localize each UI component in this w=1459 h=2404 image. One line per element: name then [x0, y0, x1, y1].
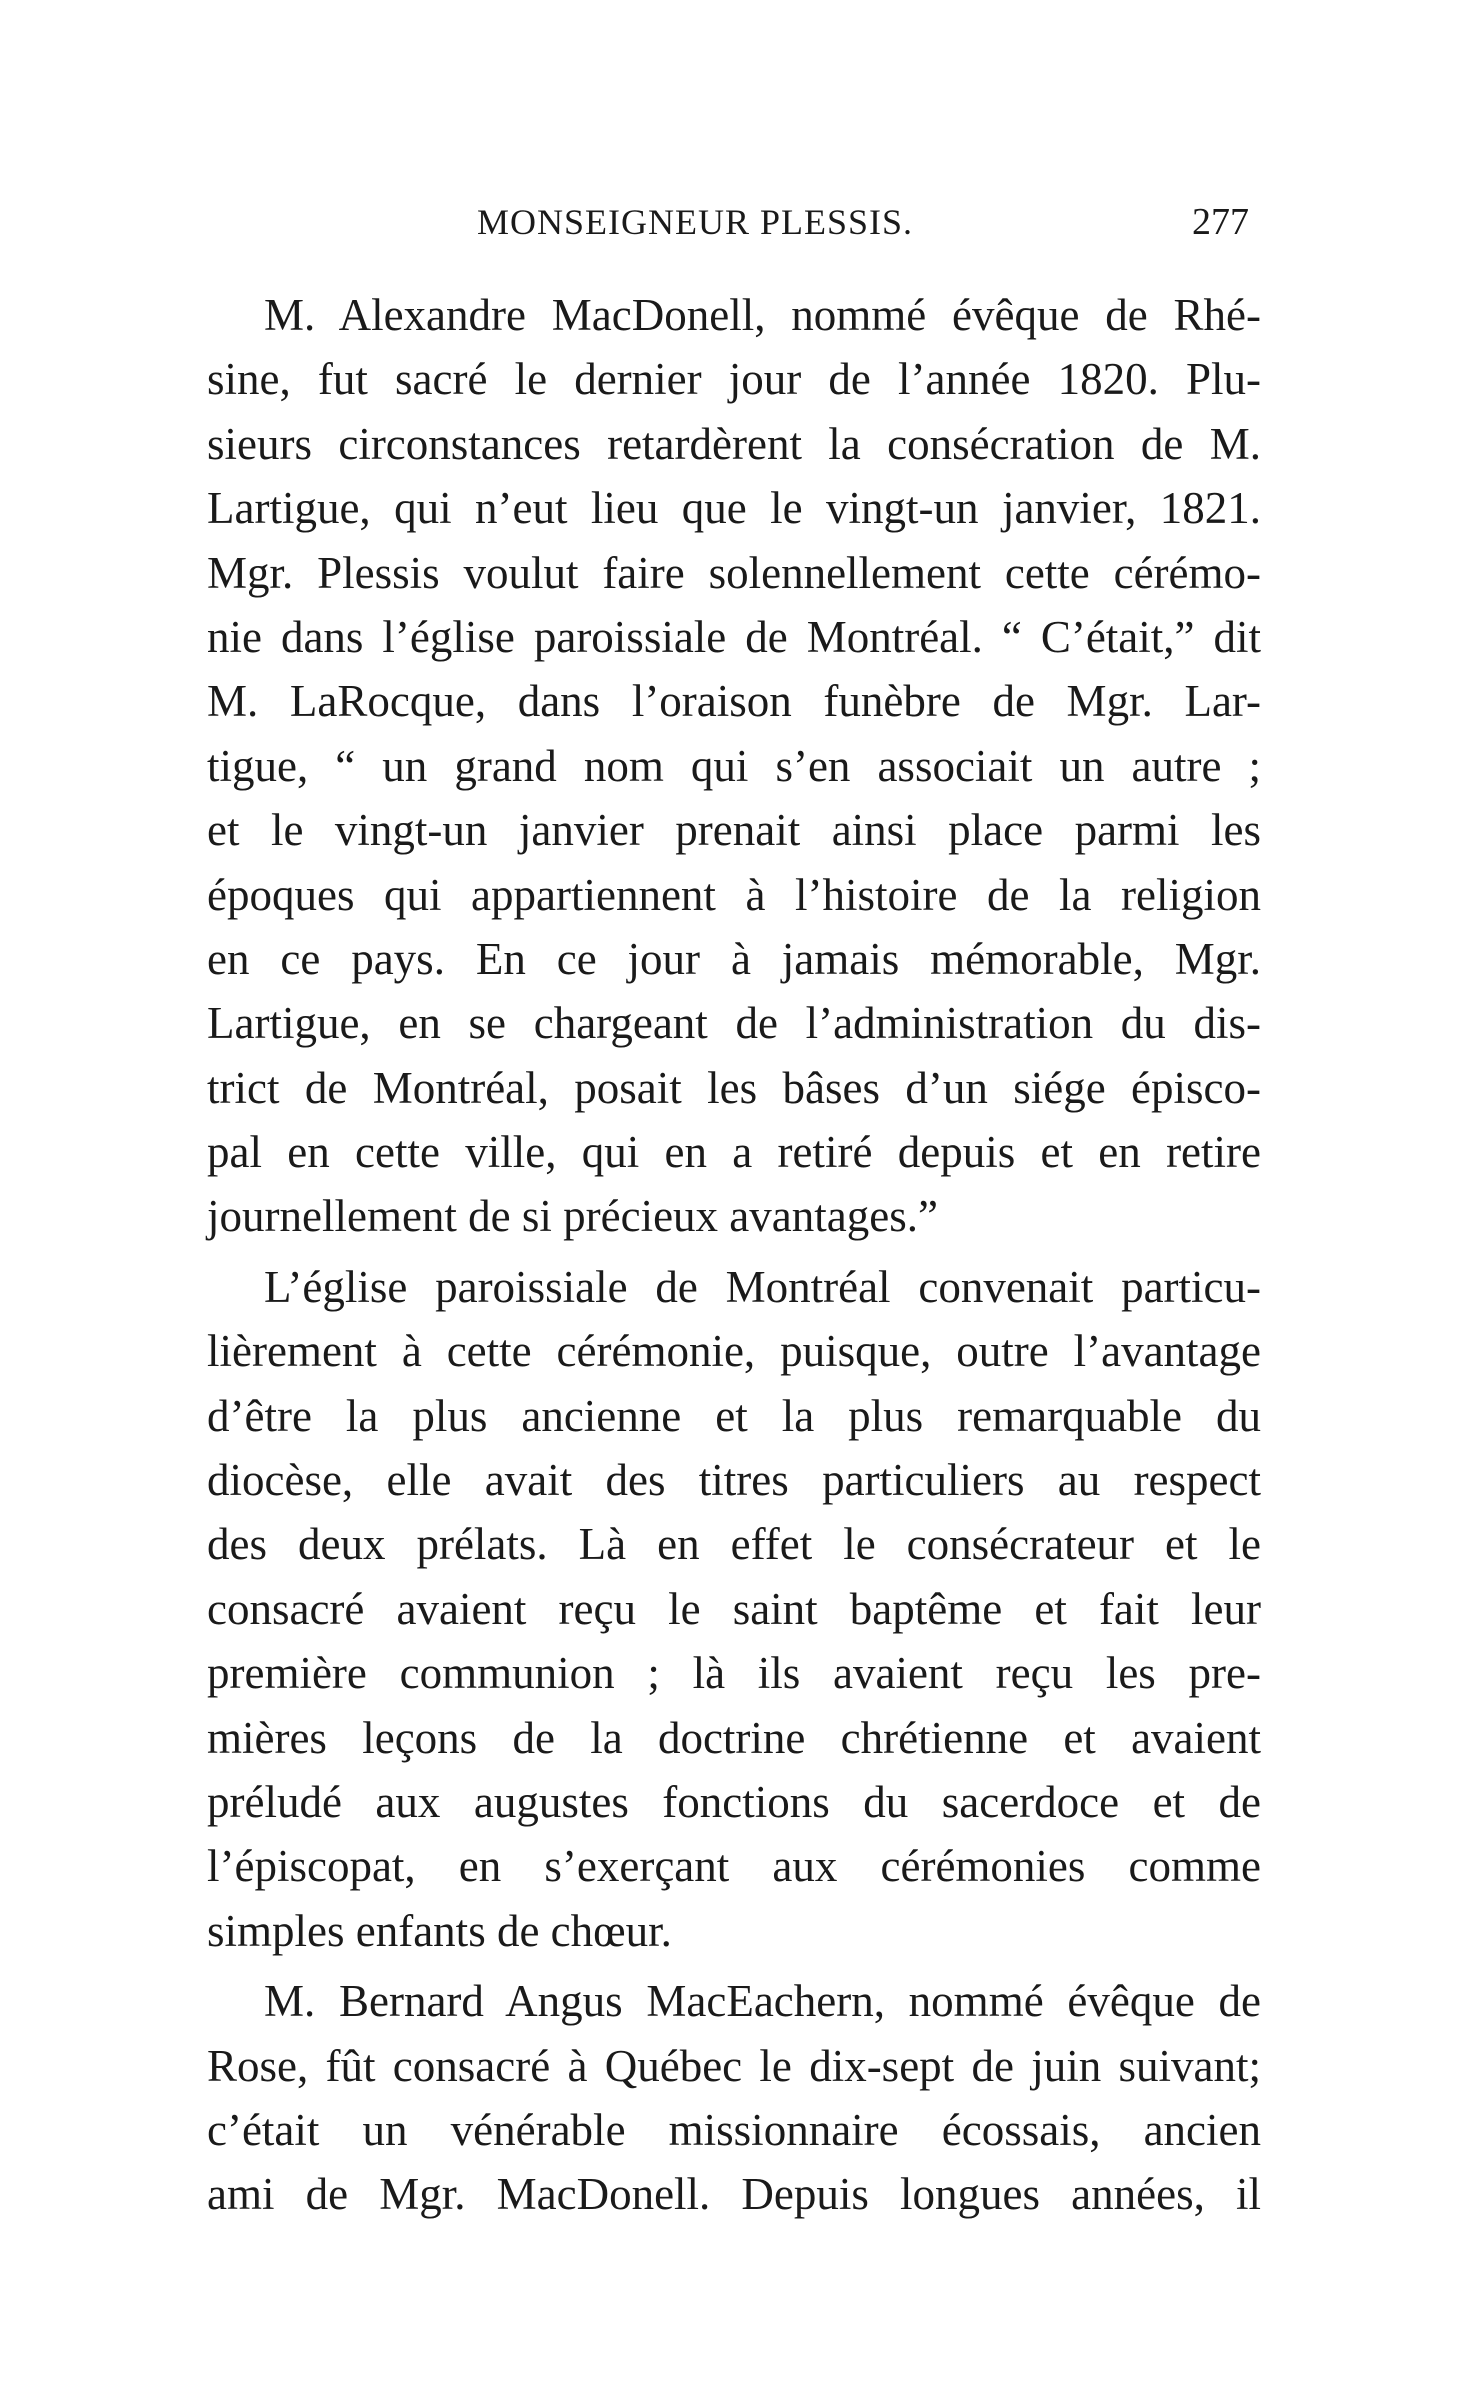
paragraph-2	[207, 1255, 1261, 1963]
text-line: c’était un vénérable missionnaire écossais, ancien	[207, 2104, 1261, 2155]
text-line: diocèse, elle avait des titres particuliers au respect	[207, 1455, 1261, 1506]
running-head	[207, 196, 1257, 248]
text-line: M. Bernard Angus MacEachern, nommé évêque de	[264, 1976, 1261, 2027]
text-line: sine, fut sacré le dernier jour de l’année 1820. Plu-	[207, 354, 1261, 405]
text-line: journellement de si précieux avantages.”	[207, 1191, 938, 1242]
text-line: en ce pays. En ce jour à jamais mémorable, Mgr.	[207, 933, 1261, 984]
paragraph-3	[207, 1969, 1261, 2227]
text-line: Lartigue, qui n’eut lieu que le vingt-un janvier, 1821.	[207, 483, 1261, 534]
text-line: Mgr. Plessis voulut faire solennellement cette cérémo-	[207, 547, 1261, 598]
text-line: simples enfants de chœur.	[207, 1905, 672, 1956]
text-line: d’être la plus ancienne et la plus remarquable du	[207, 1390, 1261, 1441]
text-line: époques qui appartiennent à l’histoire de la religion	[207, 869, 1261, 920]
text-line: nie dans l’église paroissiale de Montréal. “ C’était,” dit	[207, 611, 1261, 662]
text-line: Rose, fût consacré à Québec le dix-sept de juin suivant;	[207, 2040, 1261, 2091]
text-line: des deux prélats. Là en effet le consécrateur et le	[207, 1519, 1261, 1570]
text-line: sieurs circonstances retardèrent la consécration de M.	[207, 418, 1261, 469]
text-line: et le vingt-un janvier prenait ainsi place parmi les	[207, 805, 1261, 856]
body-text	[207, 283, 1261, 2227]
paragraph-1	[207, 283, 1261, 1249]
running-title: MONSEIGNEUR PLESSIS.	[477, 202, 914, 242]
text-line: tigue, “ un grand nom qui s’en associait un autre ;	[207, 740, 1261, 791]
text-line: l’épiscopat, en s’exerçant aux cérémonies comme	[207, 1841, 1261, 1892]
text-line: consacré avaient reçu le saint baptême et fait leur	[207, 1583, 1261, 1634]
text-line: L’église paroissiale de Montréal convenait particu-	[264, 1261, 1261, 1312]
text-line: mières leçons de la doctrine chrétienne et avaient	[207, 1712, 1261, 1763]
text-line: trict de Montréal, posait les bâses d’un siége épisco-	[207, 1062, 1261, 1113]
text-line: M. LaRocque, dans l’oraison funèbre de Mgr. Lar-	[207, 676, 1261, 727]
text-line: M. Alexandre MacDonell, nommé évêque de Rhé-	[264, 290, 1261, 340]
text-line: ami de Mgr. MacDonell. Depuis longues années, il	[207, 2169, 1261, 2220]
text-line: Lartigue, en se chargeant de l’administration du dis-	[207, 998, 1261, 1049]
text-line: lièrement à cette cérémonie, puisque, outre l’avantage	[207, 1326, 1261, 1377]
text-line: pal en cette ville, qui en a retiré depuis et en retire	[207, 1127, 1261, 1178]
text-line: première communion ; là ils avaient reçu les pre-	[207, 1648, 1261, 1699]
page-number: 277	[1192, 201, 1249, 243]
text-line: préludé aux augustes fonctions du sacerdoce et de	[207, 1776, 1261, 1827]
